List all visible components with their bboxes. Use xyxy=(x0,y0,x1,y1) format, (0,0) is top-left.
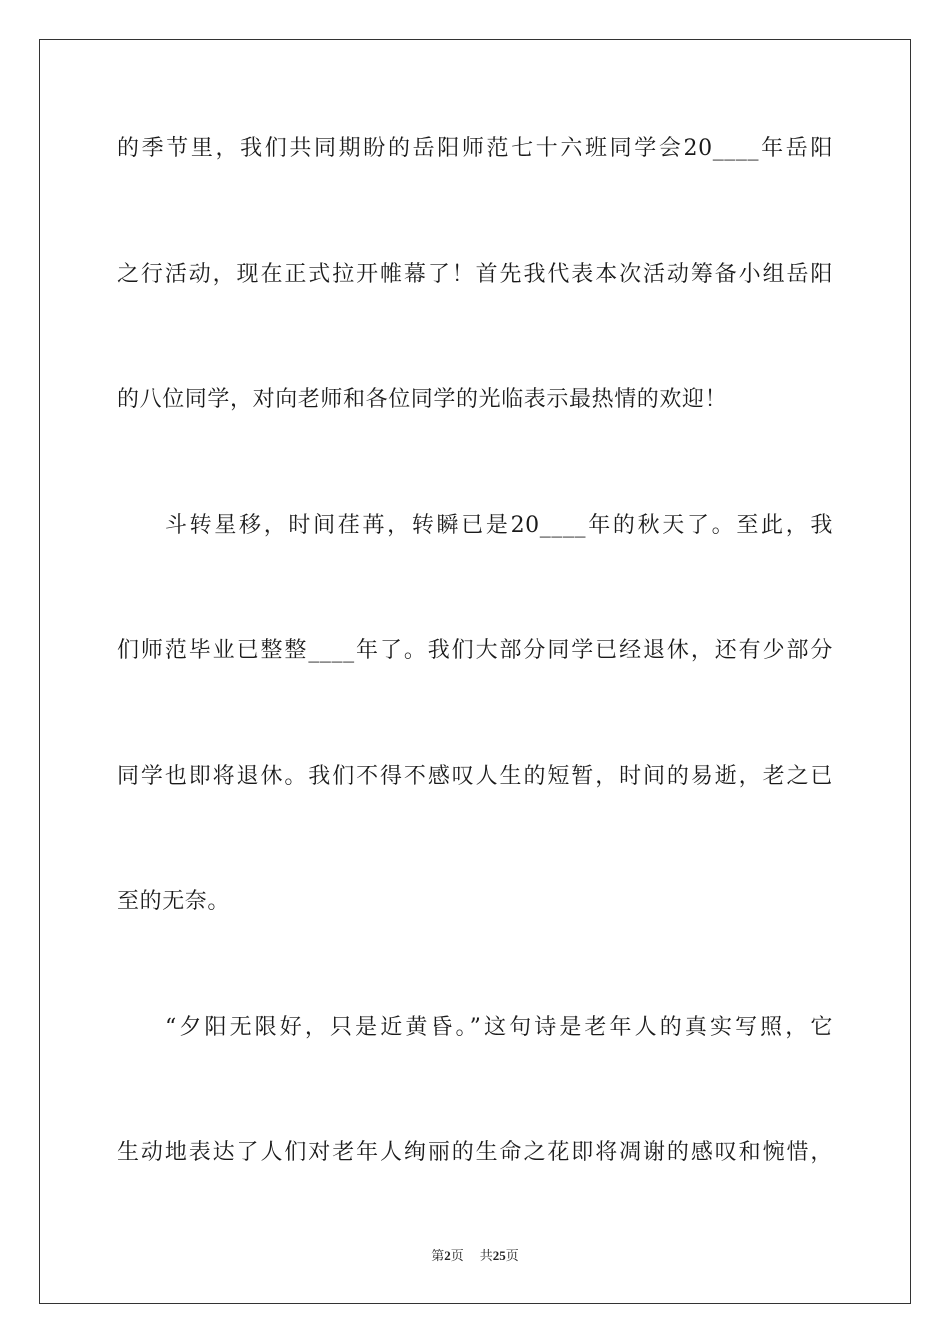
text-line-1: 的季节里，我们共同期盼的岳阳师范七十六班同学会20____年岳阳 xyxy=(117,136,833,161)
text-line-9: 生动地表达了人们对老年人绚丽的生命之花即将凋谢的感叹和惋惜， xyxy=(117,1140,833,1165)
text-line-5: 们师范毕业已整整____年了。我们大部分同学已经退休，还有少部分 xyxy=(117,638,833,663)
page-suffix: 页 xyxy=(450,1248,464,1263)
total-prefix: 共 xyxy=(479,1248,493,1263)
page-border xyxy=(39,39,911,1304)
text-line-6: 同学也即将退休。我们不得不感叹人生的短暂，时间的易逝，老之已 xyxy=(117,764,833,789)
text-line-8: “夕阳无限好，只是近黄昏。”这句诗是老年人的真实写照，它 xyxy=(165,1015,833,1040)
text-line-2: 之行活动，现在正式拉开帷幕了！首先我代表本次活动筹备小组岳阳 xyxy=(117,262,833,287)
text-line-4: 斗转星移，时间荏苒，转瞬已是20____年的秋天了。至此，我 xyxy=(165,513,833,538)
total-pages: 25 xyxy=(492,1248,506,1263)
total-suffix: 页 xyxy=(505,1248,519,1263)
page-number: 2 xyxy=(444,1248,451,1263)
page-prefix: 第 xyxy=(431,1248,445,1263)
text-line-3: 的八位同学，对向老师和各位同学的光临表示最热情的欢迎！ xyxy=(117,387,728,412)
text-line-7: 至的无奈。 xyxy=(117,889,231,914)
page-footer xyxy=(0,1247,950,1265)
